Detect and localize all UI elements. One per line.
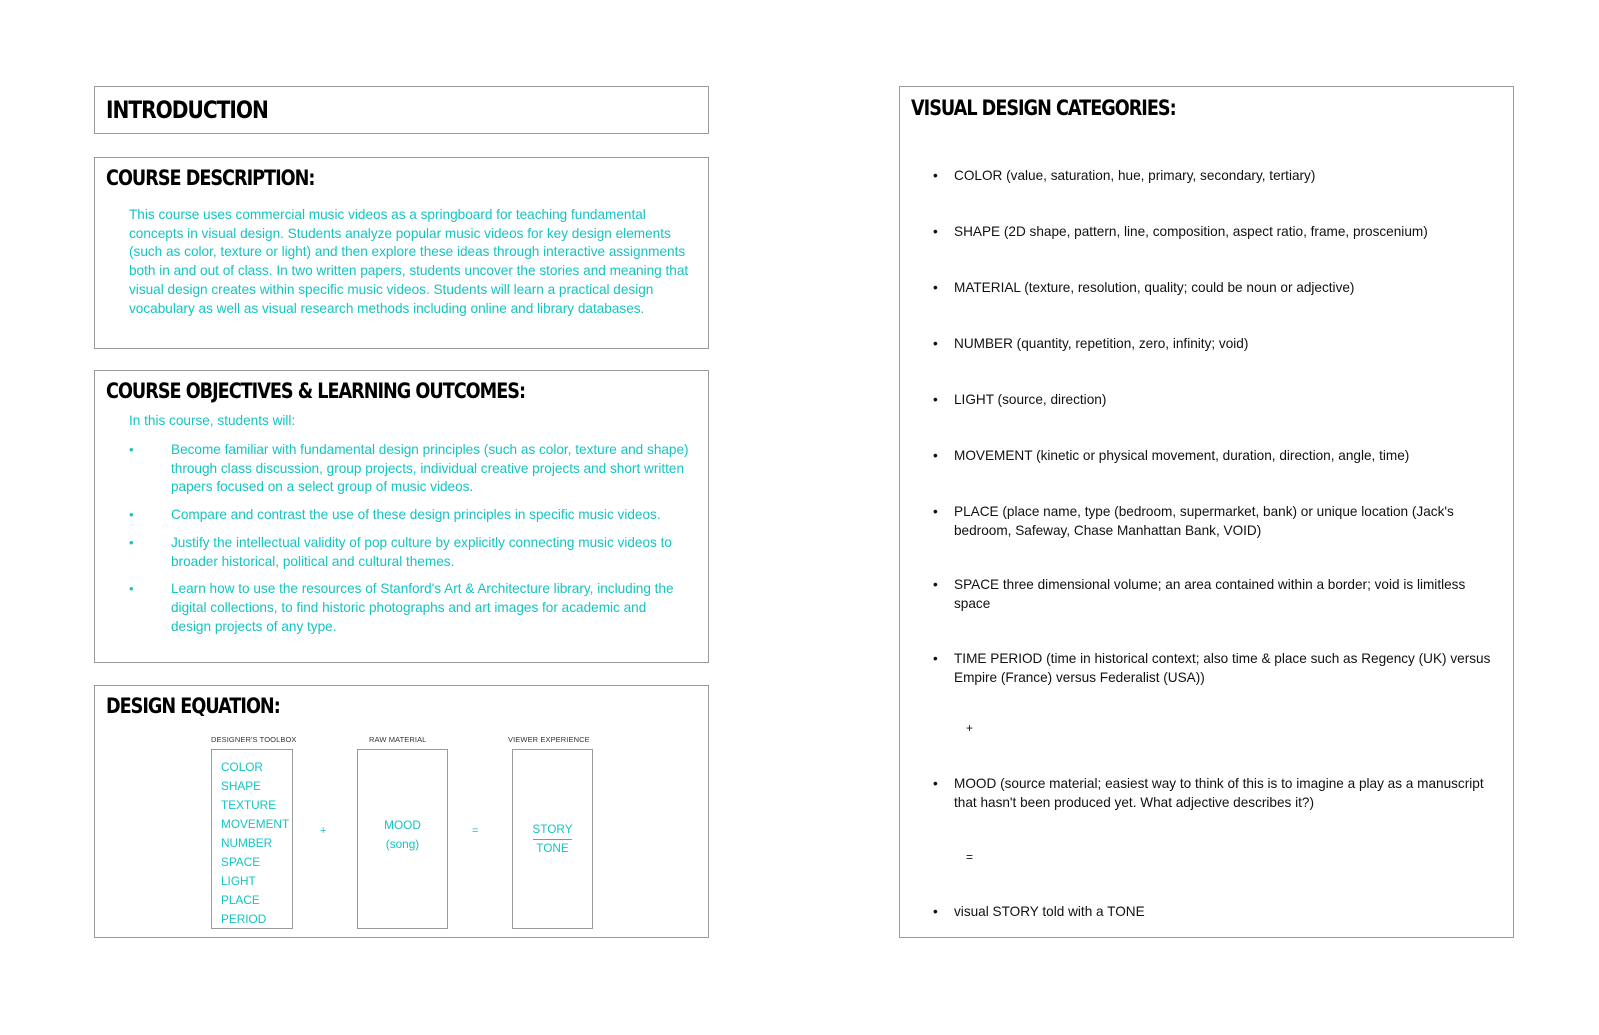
category-text: MOOD (source material; easiest way to think of this is to imagine a play as a manuscript that hasn't been produced yet. What adjective describes it?) [954,776,1484,810]
bullet-icon: • [129,442,134,457]
bullet-icon: • [933,448,938,463]
category-text: NUMBER (quantity, repetition, zero, infinity; void) [954,336,1249,351]
list-item [129,506,689,525]
design-equation-section [94,685,709,938]
objective-text: Justify the intellectual validity of pop culture by explicitly connecting music videos to broader historical, political and cultural themes. [171,534,672,569]
bullet-icon: • [933,651,938,666]
list-item [933,279,1493,298]
bullet-icon: • [129,581,134,597]
list-item [933,391,1493,410]
list-item [933,223,1493,242]
equals-operator: = [472,825,479,837]
plus-operator: + [320,825,327,837]
bullet-icon: • [933,504,938,519]
introduction-title: INTRODUCTION [106,96,268,124]
raw-material-label: RAW MATERIAL [369,735,427,744]
list-item [933,447,1493,466]
list-item [933,775,1493,812]
viewer-experience-box [512,749,593,929]
course-description-section [94,157,709,349]
category-text: SHAPE (2D shape, pattern, line, composition, aspect ratio, frame, proscenium) [954,224,1428,239]
toolbox-label: DESIGNER'S TOOLBOX [211,735,297,744]
category-text: MOVEMENT (kinetic or physical movement, duration, direction, angle, time) [954,448,1410,463]
bullet-icon: • [933,776,938,791]
fraction-bar [533,839,572,840]
category-text: TIME PERIOD (time in historical context; also time & place such as Regency (UK) versus Empire (France) versus Federalist (USA)) [954,651,1491,685]
list-item [933,576,1493,613]
bullet-icon: • [933,280,938,295]
bullet-icon: • [933,904,938,919]
list-item [933,167,1493,186]
objectives-section [94,370,709,663]
list-item [933,503,1493,540]
objectives-lead: In this course, students will: [129,413,296,428]
viewer-experience-label: VIEWER EXPERIENCE [508,735,590,744]
plus-operator: + [966,721,974,735]
list-item [933,335,1493,354]
viewer-story: STORY [532,822,573,836]
list-item [129,441,689,497]
toolbox-box [211,749,293,929]
course-description-body: This course uses commercial music videos as a springboard for teaching fundamental concepts in visual design. Students analyze popular music videos for key design elements (such as color, texture or light) and then explore these ideas through interactive assignments both in and out of class. In two written papers, students uncover the stories and meaning that visual design creates within specific music videos. Students will learn a practical design vocabulary as well as visual research methods including online and library databases. [129,207,689,316]
list-item [129,580,689,636]
objective-text: Become familiar with fundamental design principles (such as color, texture and shape) through class discussion, group projects, individual creative projects and short written papers focused on a select group of music videos. [171,442,689,495]
visual-design-categories-title: VISUAL DESIGN CATEGORIES: [911,96,1176,120]
list-item: NUMBER [221,836,273,850]
list-item: COLOR [221,760,263,774]
bullet-icon: • [933,168,938,183]
objectives-list [129,441,689,645]
category-text: PLACE (place name, type (bedroom, supermarket, bank) or unique location (Jack's bedroom, Safeway, Chase Manhattan Bank, VOID) [954,504,1454,538]
bullet-icon: • [933,336,938,351]
list-item: PERIOD [221,912,267,926]
raw-material-box [357,749,448,929]
category-text: COLOR (value, saturation, hue, primary, secondary, tertiary) [954,168,1316,183]
raw-material-song: (song) [385,837,420,851]
toolbox-list [221,758,289,929]
list-item: SHAPE [221,779,261,793]
course-description-title: COURSE DESCRIPTION: [106,166,315,190]
list-item: TEXTURE [221,798,277,812]
list-item: SPACE [221,855,261,869]
category-text: MATERIAL (texture, resolution, quality; could be noun or adjective) [954,280,1355,295]
bullet-icon: • [933,392,938,407]
list-item [129,534,689,571]
visual-design-categories-section [899,86,1514,938]
design-equation-title: DESIGN EQUATION: [106,694,280,718]
viewer-tone: TONE [536,841,569,855]
list-item [933,650,1493,687]
bullet-icon: • [933,577,938,592]
objectives-title: COURSE OBJECTIVES & LEARNING OUTCOMES: [106,379,526,403]
category-text: visual STORY told with a TONE [954,904,1145,919]
objective-text: Compare and contrast the use of these design principles in specific music videos. [171,507,661,523]
category-text: SPACE three dimensional volume; an area contained within a border; void is limitless space [954,577,1466,611]
list-item: PLACE [221,893,260,907]
bullet-icon: • [129,507,134,523]
category-text: LIGHT (source, direction) [954,392,1107,407]
list-item [933,903,1493,922]
objective-text: Learn how to use the resources of Stanford's Art & Architecture library, including the digital collections, to find historic photographs and art images for academic and design projects of any type. [171,581,674,634]
introduction-section [94,86,709,134]
bullet-icon: • [933,224,938,239]
raw-material-mood: MOOD [384,818,421,832]
list-item: LIGHT [221,874,256,888]
equals-operator: = [966,850,974,864]
bullet-icon: • [129,534,134,550]
list-item: MOVEMENT [221,817,290,831]
